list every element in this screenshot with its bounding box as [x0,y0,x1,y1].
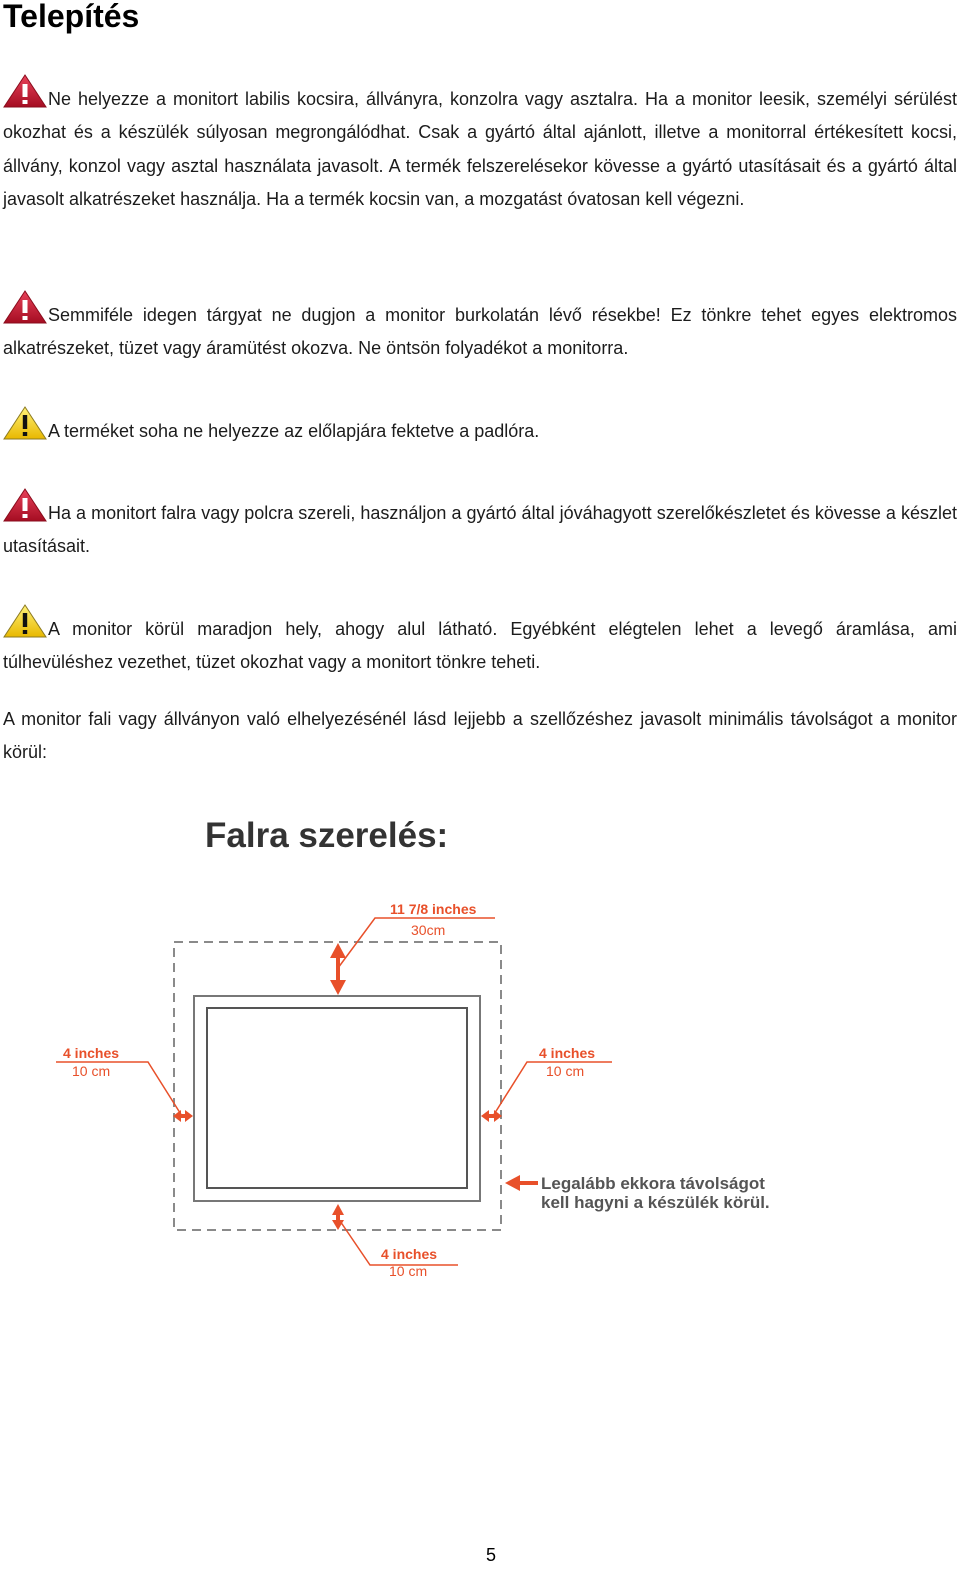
warning-triangle-yellow-icon [3,603,48,639]
bottom-clearance-arrow [332,1204,344,1230]
left-label-inches: 4 inches [63,1045,120,1061]
top-label-inches: 11 7/8 inches [390,901,477,917]
intro-paragraph: A monitor fali vagy állványon való elhelyezésénél lásd lejjebb a szellőzéshez javasolt minimális távolságot a monitor körül: [3,709,957,763]
warning-paragraph-1 [3,73,957,217]
warning-paragraph-4 [3,487,957,564]
bottom-label-inches: 4 inches [381,1246,438,1262]
warning-triangle-red-icon [3,289,48,325]
page-number: 5 [485,1545,496,1565]
top-label-cm: 30cm [411,922,446,938]
warning-text-5: A monitor körül maradjon hely, ahogy alul látható. Egyébként elégtelen lehet a levegő áramlása, ami túlhevüléshez vezethet, tüzet okozhat vagy a monitort tönkre teheti. [3,619,957,673]
note-line-2: kell hagyni a készülék körül. [541,1193,770,1212]
warning-text-1: Ne helyezze a monitort labilis kocsira, állványra, konzolra vagy asztalra. Ha a monitor leesik, személyi sérülést okozhat és a készülék súlyosan megrongálódhat. Csak a gyártó által ajánlott, illetve a monitorral értékesített kocsi, állvány, konzol vagy asztal használata javasolt. A termék felszerelésekor kövesse a gyártó utasításait és a gyártó által javasolt alkatrészeket használja. Ha a termék kocsin van, a mozgatást óvatosan kell végezni. [3,89,957,210]
warning-triangle-red-icon [3,487,48,523]
warning-text-2: Semmiféle idegen tárgyat ne dugjon a monitor burkolatán lévő résekbe! Ez tönkre tehet egyes elektromos alkatrészeket, tüzet vagy áramütést okozva. Ne öntsön folyadékot a monitorra. [3,305,957,359]
warning-text-4: Ha a monitort falra vagy polcra szereli, használjon a gyártó által jóváhagyott szerelőkészletet és kövesse a készlet utasításait. [3,503,957,557]
left-clearance-arrow [173,1110,193,1122]
warning-text-3: A terméket soha ne helyezze az előlapjára fektetve a padlóra. [48,421,540,441]
bottom-label-cm: 10 cm [389,1263,428,1279]
left-label-cm: 10 cm [72,1063,111,1079]
wall-mount-diagram [0,800,960,1300]
warning-paragraph-2 [3,289,957,366]
note-arrow [505,1175,538,1191]
diagram-title: Falra szerelés: [205,816,449,855]
warning-paragraph-3 [3,405,957,448]
warning-paragraph-5 [3,603,957,680]
page-title: Telepítés [3,0,140,34]
warning-triangle-yellow-icon [3,405,48,441]
right-label-inches: 4 inches [539,1045,596,1061]
note-line-1: Legalább ekkora távolságot [541,1174,765,1193]
top-clearance-arrow [330,943,346,995]
right-clearance-arrow [481,1110,502,1122]
monitor-screen [207,1008,467,1188]
right-label-cm: 10 cm [546,1063,585,1079]
warning-triangle-red-icon [3,73,48,109]
